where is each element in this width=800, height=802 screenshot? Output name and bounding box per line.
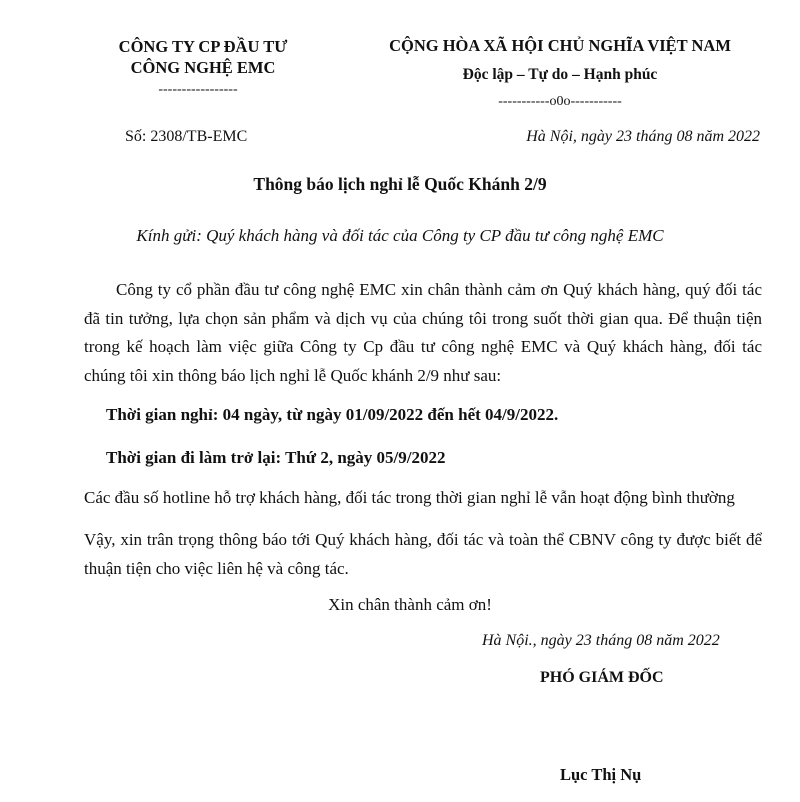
signer-name: Lục Thị Nụ	[560, 765, 642, 784]
company-divider: -----------------	[158, 82, 238, 97]
company-name	[88, 36, 318, 78]
recipient-line: Kính gửi: Quý khách hàng và đối tác của Công ty CP đầu tư công nghệ EMC	[136, 226, 664, 245]
closing-paragraph: Vậy, xin trân trọng thông báo tới Quý khách hàng, đối tác và toàn thể CBNV công ty được biết để thuận tiện cho việc liên hệ và công tác.	[84, 530, 762, 578]
thanks-line: Xin chân thành cảm ơn!	[328, 595, 492, 614]
intro-paragraph: Công ty cổ phần đầu tư công nghệ EMC xin chân thành cảm ơn Quý khách hàng, quý đối tác đã tin tưởng, lựa chọn sản phẩm và dịch vụ của chúng tôi trong suốt thời gian qua. Để thuận tiện trong kế hoạch làm việc giữa Công ty Cp đầu tư công nghệ EMC và Quý khách hàng, đối tác chúng tôi xin thông báo lịch nghỉ lễ Quốc khánh 2/9 như sau:	[84, 280, 762, 385]
motto-divider: -----------o0o-----------	[498, 94, 622, 109]
holiday-period: Thời gian nghỉ: 04 ngày, từ ngày 01/09/2022 đến hết 04/9/2022.	[106, 405, 559, 424]
document-number: Số: 2308/TB-EMC	[125, 128, 248, 145]
return-date: Thời gian đi làm trở lại: Thứ 2, ngày 05/9/2022	[106, 448, 446, 467]
company-name-line2: CÔNG NGHỆ EMC	[130, 58, 276, 77]
hotline-note: Các đầu số hotline hỗ trợ khách hàng, đối tác trong thời gian nghỉ lễ vẫn hoạt động bình thường	[84, 488, 735, 507]
national-motto: Độc lập – Tự do – Hạnh phúc	[462, 66, 658, 83]
footer-place-date: Hà Nội., ngày 23 tháng 08 năm 2022	[482, 632, 720, 649]
document-title: Thông báo lịch nghỉ lễ Quốc Khánh 2/9	[253, 174, 547, 194]
header-place-date: Hà Nội, ngày 23 tháng 08 năm 2022	[526, 128, 760, 145]
national-title: CỘNG HÒA XÃ HỘI CHỦ NGHĨA VIỆT NAM	[389, 36, 731, 55]
signer-title: PHÓ GIÁM ĐỐC	[540, 669, 664, 686]
company-name-line1: CÔNG TY CP ĐẦU TƯ	[118, 37, 288, 56]
